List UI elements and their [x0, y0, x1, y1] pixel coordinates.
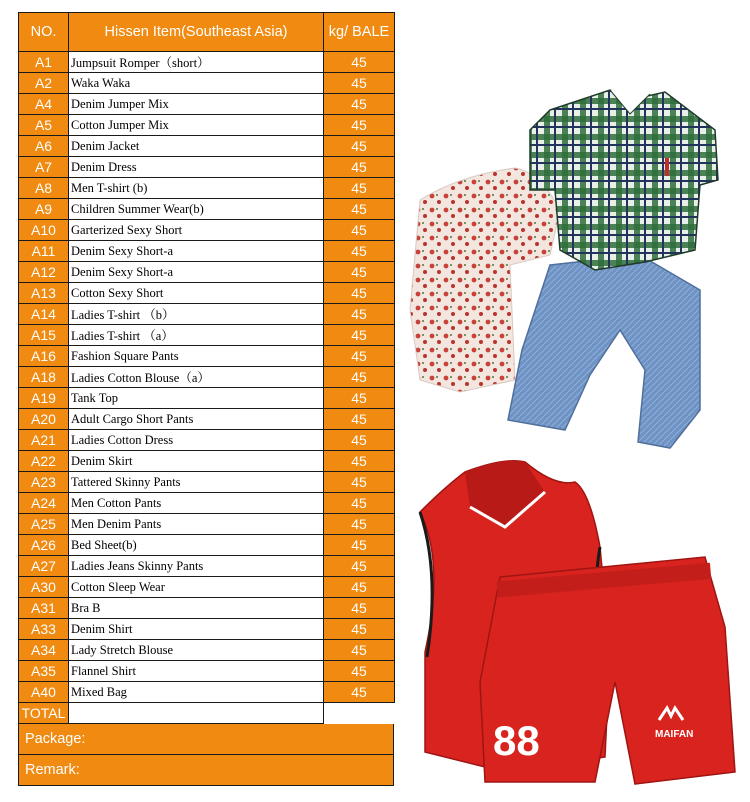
item-kg-bale: 45	[324, 367, 395, 388]
item-name: Denim Sexy Short-a	[69, 241, 324, 262]
table-row	[19, 304, 395, 325]
item-no: A27	[19, 556, 69, 577]
table-row	[19, 94, 395, 115]
product-photo-bottom	[405, 452, 750, 792]
item-no: A18	[19, 367, 69, 388]
item-no: A20	[19, 409, 69, 430]
item-no: A11	[19, 241, 69, 262]
item-name: Cotton Sleep Wear	[69, 577, 324, 598]
table-row	[19, 577, 395, 598]
table-row	[19, 661, 395, 682]
item-name: Waka Waka	[69, 73, 324, 94]
item-kg-bale: 45	[324, 178, 395, 199]
item-name: Men Denim Pants	[69, 514, 324, 535]
item-no: A26	[19, 535, 69, 556]
table-row	[19, 451, 395, 472]
item-no: A35	[19, 661, 69, 682]
table-row	[19, 388, 395, 409]
item-no: A4	[19, 94, 69, 115]
table-row	[19, 178, 395, 199]
item-name: Ladies Cotton Blouse（a）	[69, 367, 324, 388]
item-name: Ladies T-shirt （b）	[69, 304, 324, 325]
table-row	[19, 52, 395, 73]
item-name: Denim Skirt	[69, 451, 324, 472]
item-no: A25	[19, 514, 69, 535]
items-table	[18, 12, 395, 724]
table-row	[19, 136, 395, 157]
item-no: A19	[19, 388, 69, 409]
shorts-number: 88	[493, 717, 540, 764]
table-row	[19, 472, 395, 493]
table-row	[19, 199, 395, 220]
table-row	[19, 640, 395, 661]
table-row	[19, 367, 395, 388]
item-kg-bale: 45	[324, 115, 395, 136]
item-no: A30	[19, 577, 69, 598]
table-row	[19, 514, 395, 535]
table-header-row	[19, 13, 395, 52]
bale-price-sheet	[18, 12, 394, 786]
item-no: A1	[19, 52, 69, 73]
item-name: Children Summer Wear(b)	[69, 199, 324, 220]
item-kg-bale: 45	[324, 619, 395, 640]
item-no: A12	[19, 262, 69, 283]
item-no: A24	[19, 493, 69, 514]
item-name: Mixed Bag	[69, 682, 324, 703]
remark-row[interactable]	[18, 755, 394, 786]
item-name: Ladies Cotton Dress	[69, 430, 324, 451]
item-kg-bale: 45	[324, 262, 395, 283]
item-kg-bale: 45	[324, 52, 395, 73]
item-name: Garterized Sexy Short	[69, 220, 324, 241]
table-row	[19, 430, 395, 451]
item-name: Men Cotton Pants	[69, 493, 324, 514]
table-row	[19, 325, 395, 346]
table-row	[19, 283, 395, 304]
plaid-shirt	[530, 90, 718, 270]
item-no: A21	[19, 430, 69, 451]
item-no: A7	[19, 157, 69, 178]
item-kg-bale: 45	[324, 94, 395, 115]
header-item: Hissen Item(Southeast Asia)	[69, 13, 324, 52]
item-no: A23	[19, 472, 69, 493]
remark-label: Remark:	[25, 762, 80, 778]
item-name: Ladies T-shirt （a）	[69, 325, 324, 346]
item-no: A15	[19, 325, 69, 346]
item-kg-bale: 45	[324, 535, 395, 556]
item-kg-bale: 45	[324, 661, 395, 682]
item-no: A2	[19, 73, 69, 94]
item-kg-bale: 45	[324, 304, 395, 325]
item-no: A31	[19, 598, 69, 619]
item-name: Denim Jacket	[69, 136, 324, 157]
product-photo-top	[400, 80, 750, 460]
item-no: A16	[19, 346, 69, 367]
item-no: A40	[19, 682, 69, 703]
item-kg-bale: 45	[324, 241, 395, 262]
shorts-brand-text: MAIFAN	[655, 729, 694, 740]
item-name: Denim Dress	[69, 157, 324, 178]
header-kg-bale: kg/ BALE	[324, 13, 395, 52]
header-no: NO.	[19, 13, 69, 52]
item-no: A22	[19, 451, 69, 472]
item-kg-bale: 45	[324, 136, 395, 157]
table-row	[19, 535, 395, 556]
item-kg-bale: 45	[324, 220, 395, 241]
table-body	[19, 52, 395, 703]
table-row	[19, 220, 395, 241]
item-kg-bale: 45	[324, 73, 395, 94]
table-row	[19, 157, 395, 178]
item-no: A13	[19, 283, 69, 304]
item-kg-bale: 45	[324, 283, 395, 304]
total-label: TOTAL	[19, 703, 69, 724]
item-kg-bale: 45	[324, 388, 395, 409]
table-row	[19, 115, 395, 136]
item-name: Adult Cargo Short Pants	[69, 409, 324, 430]
item-kg-bale: 45	[324, 472, 395, 493]
item-name: Bra B	[69, 598, 324, 619]
item-name: Denim Shirt	[69, 619, 324, 640]
table-row	[19, 241, 395, 262]
item-name: Fashion Square Pants	[69, 346, 324, 367]
item-kg-bale: 45	[324, 577, 395, 598]
total-row	[19, 703, 395, 724]
item-no: A5	[19, 115, 69, 136]
item-kg-bale: 45	[324, 346, 395, 367]
item-name: Men T-shirt (b)	[69, 178, 324, 199]
item-no: A34	[19, 640, 69, 661]
denim-jeans	[508, 255, 700, 448]
item-name: Denim Sexy Short-a	[69, 262, 324, 283]
table-row	[19, 619, 395, 640]
item-name: Tank Top	[69, 388, 324, 409]
total-kg	[324, 703, 395, 724]
item-kg-bale: 45	[324, 430, 395, 451]
table-row	[19, 598, 395, 619]
item-kg-bale: 45	[324, 682, 395, 703]
item-kg-bale: 45	[324, 199, 395, 220]
item-name: Cotton Sexy Short	[69, 283, 324, 304]
item-name: Bed Sheet(b)	[69, 535, 324, 556]
item-kg-bale: 45	[324, 325, 395, 346]
item-no: A8	[19, 178, 69, 199]
table-row	[19, 682, 395, 703]
item-name: Jumpsuit Romper（short）	[69, 52, 324, 73]
item-name: Cotton Jumper Mix	[69, 115, 324, 136]
package-row[interactable]	[18, 724, 394, 755]
item-no: A6	[19, 136, 69, 157]
item-name: Flannel Shirt	[69, 661, 324, 682]
item-kg-bale: 45	[324, 556, 395, 577]
table-row	[19, 262, 395, 283]
table-row	[19, 409, 395, 430]
package-label: Package:	[25, 731, 86, 747]
item-no: A14	[19, 304, 69, 325]
item-kg-bale: 45	[324, 409, 395, 430]
item-no: A10	[19, 220, 69, 241]
item-no: A9	[19, 199, 69, 220]
item-kg-bale: 45	[324, 598, 395, 619]
item-kg-bale: 45	[324, 157, 395, 178]
red-shorts	[480, 557, 735, 784]
item-no: A33	[19, 619, 69, 640]
item-name: Tattered Skinny Pants	[69, 472, 324, 493]
item-kg-bale: 45	[324, 640, 395, 661]
item-name: Denim Jumper Mix	[69, 94, 324, 115]
item-kg-bale: 45	[324, 514, 395, 535]
item-kg-bale: 45	[324, 451, 395, 472]
table-row	[19, 493, 395, 514]
table-row	[19, 346, 395, 367]
item-name: Ladies Jeans Skinny Pants	[69, 556, 324, 577]
table-row	[19, 73, 395, 94]
item-kg-bale: 45	[324, 493, 395, 514]
table-row	[19, 556, 395, 577]
item-name: Lady Stretch Blouse	[69, 640, 324, 661]
total-value[interactable]	[69, 703, 324, 724]
